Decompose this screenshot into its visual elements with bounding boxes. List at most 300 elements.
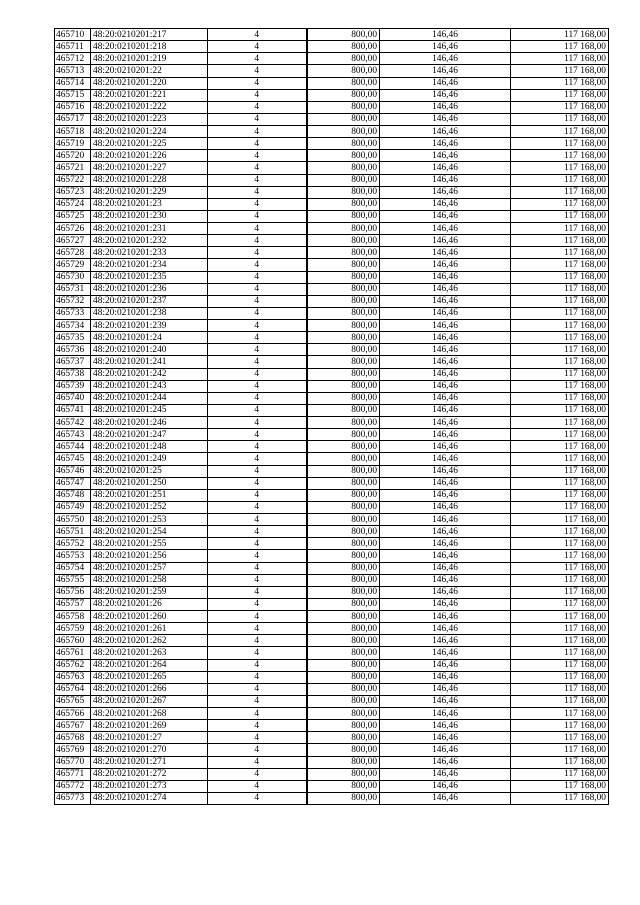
price-cell: 146,46 bbox=[380, 683, 511, 695]
sum-cell: 117 168,00 bbox=[511, 162, 609, 174]
price-cell: 146,46 bbox=[380, 65, 511, 77]
quantity-cell: 4 bbox=[208, 113, 307, 125]
cadastral-number-cell: 48:20:0210201:236 bbox=[91, 283, 208, 295]
table-row bbox=[55, 768, 609, 780]
quantity-cell: 4 bbox=[208, 780, 307, 792]
row-id-cell: 465717 bbox=[55, 113, 91, 125]
area-cell: 800,00 bbox=[307, 101, 380, 113]
area-cell: 800,00 bbox=[307, 271, 380, 283]
quantity-cell: 4 bbox=[208, 453, 307, 465]
area-cell: 800,00 bbox=[307, 356, 380, 368]
quantity-cell: 4 bbox=[208, 380, 307, 392]
area-cell: 800,00 bbox=[307, 417, 380, 429]
table-row bbox=[55, 635, 609, 647]
row-id-cell: 465740 bbox=[55, 392, 91, 404]
cadastral-number-cell: 48:20:0210201:253 bbox=[91, 514, 208, 526]
table-row bbox=[55, 695, 609, 707]
table-row bbox=[55, 283, 609, 295]
table-row bbox=[55, 623, 609, 635]
price-cell: 146,46 bbox=[380, 174, 511, 186]
cadastral-number-cell: 48:20:0210201:22 bbox=[91, 65, 208, 77]
row-id-cell: 465745 bbox=[55, 453, 91, 465]
quantity-cell: 4 bbox=[208, 489, 307, 501]
quantity-cell: 4 bbox=[208, 647, 307, 659]
cadastral-number-cell: 48:20:0210201:272 bbox=[91, 768, 208, 780]
cadastral-number-cell: 48:20:0210201:233 bbox=[91, 247, 208, 259]
price-cell: 146,46 bbox=[380, 441, 511, 453]
quantity-cell: 4 bbox=[208, 441, 307, 453]
area-cell: 800,00 bbox=[307, 792, 380, 804]
quantity-cell: 4 bbox=[208, 210, 307, 222]
quantity-cell: 4 bbox=[208, 271, 307, 283]
cadastral-number-cell: 48:20:0210201:246 bbox=[91, 417, 208, 429]
quantity-cell: 4 bbox=[208, 356, 307, 368]
sum-cell: 117 168,00 bbox=[511, 477, 609, 489]
sum-cell: 117 168,00 bbox=[511, 744, 609, 756]
area-cell: 800,00 bbox=[307, 283, 380, 295]
cadastral-number-cell: 48:20:0210201:243 bbox=[91, 380, 208, 392]
table-row bbox=[55, 126, 609, 138]
price-cell: 146,46 bbox=[380, 113, 511, 125]
area-cell: 800,00 bbox=[307, 126, 380, 138]
row-id-cell: 465766 bbox=[55, 708, 91, 720]
cadastral-number-cell: 48:20:0210201:266 bbox=[91, 683, 208, 695]
area-cell: 800,00 bbox=[307, 89, 380, 101]
area-cell: 800,00 bbox=[307, 29, 380, 41]
cadastral-number-cell: 48:20:0210201:268 bbox=[91, 708, 208, 720]
sum-cell: 117 168,00 bbox=[511, 429, 609, 441]
price-cell: 146,46 bbox=[380, 223, 511, 235]
sum-cell: 117 168,00 bbox=[511, 101, 609, 113]
table-row bbox=[55, 489, 609, 501]
quantity-cell: 4 bbox=[208, 392, 307, 404]
row-id-cell: 465755 bbox=[55, 574, 91, 586]
sum-cell: 117 168,00 bbox=[511, 210, 609, 222]
table-row bbox=[55, 404, 609, 416]
sum-cell: 117 168,00 bbox=[511, 708, 609, 720]
row-id-cell: 465754 bbox=[55, 562, 91, 574]
quantity-cell: 4 bbox=[208, 417, 307, 429]
price-cell: 146,46 bbox=[380, 283, 511, 295]
cadastral-number-cell: 48:20:0210201:249 bbox=[91, 453, 208, 465]
area-cell: 800,00 bbox=[307, 598, 380, 610]
row-id-cell: 465720 bbox=[55, 150, 91, 162]
quantity-cell: 4 bbox=[208, 29, 307, 41]
cadastral-number-cell: 48:20:0210201:237 bbox=[91, 295, 208, 307]
row-id-cell: 465738 bbox=[55, 368, 91, 380]
quantity-cell: 4 bbox=[208, 247, 307, 259]
area-cell: 800,00 bbox=[307, 247, 380, 259]
price-cell: 146,46 bbox=[380, 429, 511, 441]
price-cell: 146,46 bbox=[380, 586, 511, 598]
price-cell: 146,46 bbox=[380, 538, 511, 550]
sum-cell: 117 168,00 bbox=[511, 41, 609, 53]
area-cell: 800,00 bbox=[307, 368, 380, 380]
row-id-cell: 465753 bbox=[55, 550, 91, 562]
area-cell: 800,00 bbox=[307, 695, 380, 707]
quantity-cell: 4 bbox=[208, 671, 307, 683]
row-id-cell: 465769 bbox=[55, 744, 91, 756]
row-id-cell: 465742 bbox=[55, 417, 91, 429]
quantity-cell: 4 bbox=[208, 598, 307, 610]
table-row bbox=[55, 138, 609, 150]
cadastral-number-cell: 48:20:0210201:262 bbox=[91, 635, 208, 647]
table-body bbox=[55, 29, 609, 805]
price-cell: 146,46 bbox=[380, 259, 511, 271]
price-cell: 146,46 bbox=[380, 392, 511, 404]
quantity-cell: 4 bbox=[208, 514, 307, 526]
row-id-cell: 465759 bbox=[55, 623, 91, 635]
row-id-cell: 465715 bbox=[55, 89, 91, 101]
sum-cell: 117 168,00 bbox=[511, 647, 609, 659]
row-id-cell: 465761 bbox=[55, 647, 91, 659]
row-id-cell: 465772 bbox=[55, 780, 91, 792]
area-cell: 800,00 bbox=[307, 574, 380, 586]
cadastral-number-cell: 48:20:0210201:248 bbox=[91, 441, 208, 453]
table-row bbox=[55, 41, 609, 53]
cadastral-number-cell: 48:20:0210201:258 bbox=[91, 574, 208, 586]
row-id-cell: 465710 bbox=[55, 29, 91, 41]
area-cell: 800,00 bbox=[307, 344, 380, 356]
area-cell: 800,00 bbox=[307, 586, 380, 598]
quantity-cell: 4 bbox=[208, 295, 307, 307]
sum-cell: 117 168,00 bbox=[511, 514, 609, 526]
price-cell: 146,46 bbox=[380, 623, 511, 635]
sum-cell: 117 168,00 bbox=[511, 598, 609, 610]
cadastral-number-cell: 48:20:0210201:263 bbox=[91, 647, 208, 659]
area-cell: 800,00 bbox=[307, 392, 380, 404]
table-row bbox=[55, 210, 609, 222]
price-cell: 146,46 bbox=[380, 526, 511, 538]
area-cell: 800,00 bbox=[307, 477, 380, 489]
sum-cell: 117 168,00 bbox=[511, 586, 609, 598]
table-row bbox=[55, 344, 609, 356]
row-id-cell: 465765 bbox=[55, 695, 91, 707]
price-cell: 146,46 bbox=[380, 611, 511, 623]
sum-cell: 117 168,00 bbox=[511, 623, 609, 635]
table-row bbox=[55, 332, 609, 344]
table-row bbox=[55, 53, 609, 65]
area-cell: 800,00 bbox=[307, 756, 380, 768]
row-id-cell: 465735 bbox=[55, 332, 91, 344]
quantity-cell: 4 bbox=[208, 101, 307, 113]
sum-cell: 117 168,00 bbox=[511, 441, 609, 453]
sum-cell: 117 168,00 bbox=[511, 720, 609, 732]
row-id-cell: 465748 bbox=[55, 489, 91, 501]
cadastral-number-cell: 48:20:0210201:265 bbox=[91, 671, 208, 683]
sum-cell: 117 168,00 bbox=[511, 283, 609, 295]
quantity-cell: 4 bbox=[208, 65, 307, 77]
table-row bbox=[55, 247, 609, 259]
row-id-cell: 465758 bbox=[55, 611, 91, 623]
cadastral-number-cell: 48:20:0210201:234 bbox=[91, 259, 208, 271]
price-cell: 146,46 bbox=[380, 247, 511, 259]
table-row bbox=[55, 598, 609, 610]
price-cell: 146,46 bbox=[380, 344, 511, 356]
cadastral-number-cell: 48:20:0210201:264 bbox=[91, 659, 208, 671]
table-row bbox=[55, 526, 609, 538]
price-cell: 146,46 bbox=[380, 562, 511, 574]
area-cell: 800,00 bbox=[307, 53, 380, 65]
sum-cell: 117 168,00 bbox=[511, 247, 609, 259]
price-cell: 146,46 bbox=[380, 417, 511, 429]
price-cell: 146,46 bbox=[380, 780, 511, 792]
row-id-cell: 465724 bbox=[55, 198, 91, 210]
sum-cell: 117 168,00 bbox=[511, 344, 609, 356]
cadastral-number-cell: 48:20:0210201:235 bbox=[91, 271, 208, 283]
cadastral-number-cell: 48:20:0210201:261 bbox=[91, 623, 208, 635]
sum-cell: 117 168,00 bbox=[511, 768, 609, 780]
cadastral-number-cell: 48:20:0210201:26 bbox=[91, 598, 208, 610]
price-cell: 146,46 bbox=[380, 574, 511, 586]
row-id-cell: 465727 bbox=[55, 235, 91, 247]
price-cell: 146,46 bbox=[380, 732, 511, 744]
table-row bbox=[55, 380, 609, 392]
sum-cell: 117 168,00 bbox=[511, 417, 609, 429]
sum-cell: 117 168,00 bbox=[511, 150, 609, 162]
cadastral-number-cell: 48:20:0210201:231 bbox=[91, 223, 208, 235]
price-cell: 146,46 bbox=[380, 380, 511, 392]
table-row bbox=[55, 77, 609, 89]
area-cell: 800,00 bbox=[307, 623, 380, 635]
cadastral-number-cell: 48:20:0210201:244 bbox=[91, 392, 208, 404]
price-cell: 146,46 bbox=[380, 368, 511, 380]
area-cell: 800,00 bbox=[307, 683, 380, 695]
sum-cell: 117 168,00 bbox=[511, 223, 609, 235]
quantity-cell: 4 bbox=[208, 307, 307, 319]
cadastral-number-cell: 48:20:0210201:271 bbox=[91, 756, 208, 768]
table-row bbox=[55, 295, 609, 307]
table-row bbox=[55, 113, 609, 125]
price-cell: 146,46 bbox=[380, 647, 511, 659]
cadastral-number-cell: 48:20:0210201:270 bbox=[91, 744, 208, 756]
row-id-cell: 465737 bbox=[55, 356, 91, 368]
area-cell: 800,00 bbox=[307, 671, 380, 683]
row-id-cell: 465732 bbox=[55, 295, 91, 307]
quantity-cell: 4 bbox=[208, 320, 307, 332]
area-cell: 800,00 bbox=[307, 65, 380, 77]
table-row bbox=[55, 101, 609, 113]
price-cell: 146,46 bbox=[380, 332, 511, 344]
sum-cell: 117 168,00 bbox=[511, 404, 609, 416]
price-cell: 146,46 bbox=[380, 453, 511, 465]
table-row bbox=[55, 368, 609, 380]
table-row bbox=[55, 356, 609, 368]
cadastral-number-cell: 48:20:0210201:256 bbox=[91, 550, 208, 562]
sum-cell: 117 168,00 bbox=[511, 792, 609, 804]
quantity-cell: 4 bbox=[208, 89, 307, 101]
sum-cell: 117 168,00 bbox=[511, 489, 609, 501]
cadastral-number-cell: 48:20:0210201:217 bbox=[91, 29, 208, 41]
row-id-cell: 465734 bbox=[55, 320, 91, 332]
quantity-cell: 4 bbox=[208, 550, 307, 562]
cadastral-number-cell: 48:20:0210201:254 bbox=[91, 526, 208, 538]
table-row bbox=[55, 392, 609, 404]
table-row bbox=[55, 538, 609, 550]
cadastral-number-cell: 48:20:0210201:242 bbox=[91, 368, 208, 380]
price-cell: 146,46 bbox=[380, 671, 511, 683]
cadastral-number-cell: 48:20:0210201:219 bbox=[91, 53, 208, 65]
sum-cell: 117 168,00 bbox=[511, 732, 609, 744]
area-cell: 800,00 bbox=[307, 162, 380, 174]
row-id-cell: 465718 bbox=[55, 126, 91, 138]
area-cell: 800,00 bbox=[307, 635, 380, 647]
row-id-cell: 465773 bbox=[55, 792, 91, 804]
price-cell: 146,46 bbox=[380, 489, 511, 501]
table-row bbox=[55, 223, 609, 235]
row-id-cell: 465719 bbox=[55, 138, 91, 150]
table-row bbox=[55, 756, 609, 768]
area-cell: 800,00 bbox=[307, 659, 380, 671]
sum-cell: 117 168,00 bbox=[511, 356, 609, 368]
quantity-cell: 4 bbox=[208, 77, 307, 89]
quantity-cell: 4 bbox=[208, 223, 307, 235]
price-cell: 146,46 bbox=[380, 635, 511, 647]
area-cell: 800,00 bbox=[307, 210, 380, 222]
area-cell: 800,00 bbox=[307, 550, 380, 562]
sum-cell: 117 168,00 bbox=[511, 501, 609, 513]
cadastral-number-cell: 48:20:0210201:267 bbox=[91, 695, 208, 707]
area-cell: 800,00 bbox=[307, 259, 380, 271]
row-id-cell: 465711 bbox=[55, 41, 91, 53]
price-cell: 146,46 bbox=[380, 307, 511, 319]
cadastral-number-cell: 48:20:0210201:227 bbox=[91, 162, 208, 174]
cadastral-number-cell: 48:20:0210201:239 bbox=[91, 320, 208, 332]
table-row bbox=[55, 320, 609, 332]
quantity-cell: 4 bbox=[208, 538, 307, 550]
row-id-cell: 465744 bbox=[55, 441, 91, 453]
sum-cell: 117 168,00 bbox=[511, 392, 609, 404]
area-cell: 800,00 bbox=[307, 780, 380, 792]
row-id-cell: 465768 bbox=[55, 732, 91, 744]
cadastral-number-cell: 48:20:0210201:220 bbox=[91, 77, 208, 89]
quantity-cell: 4 bbox=[208, 574, 307, 586]
sum-cell: 117 168,00 bbox=[511, 526, 609, 538]
table-row bbox=[55, 720, 609, 732]
table-row bbox=[55, 259, 609, 271]
area-cell: 800,00 bbox=[307, 744, 380, 756]
quantity-cell: 4 bbox=[208, 174, 307, 186]
price-cell: 146,46 bbox=[380, 756, 511, 768]
row-id-cell: 465721 bbox=[55, 162, 91, 174]
cadastral-number-cell: 48:20:0210201:259 bbox=[91, 586, 208, 598]
quantity-cell: 4 bbox=[208, 332, 307, 344]
table-row bbox=[55, 501, 609, 513]
data-table bbox=[54, 28, 609, 805]
sum-cell: 117 168,00 bbox=[511, 380, 609, 392]
area-cell: 800,00 bbox=[307, 489, 380, 501]
row-id-cell: 465733 bbox=[55, 307, 91, 319]
quantity-cell: 4 bbox=[208, 41, 307, 53]
sum-cell: 117 168,00 bbox=[511, 780, 609, 792]
sum-cell: 117 168,00 bbox=[511, 320, 609, 332]
price-cell: 146,46 bbox=[380, 210, 511, 222]
quantity-cell: 4 bbox=[208, 465, 307, 477]
cadastral-number-cell: 48:20:0210201:240 bbox=[91, 344, 208, 356]
table-row bbox=[55, 683, 609, 695]
row-id-cell: 465725 bbox=[55, 210, 91, 222]
cadastral-number-cell: 48:20:0210201:238 bbox=[91, 307, 208, 319]
quantity-cell: 4 bbox=[208, 162, 307, 174]
row-id-cell: 465731 bbox=[55, 283, 91, 295]
table-row bbox=[55, 659, 609, 671]
sum-cell: 117 168,00 bbox=[511, 550, 609, 562]
cadastral-number-cell: 48:20:0210201:228 bbox=[91, 174, 208, 186]
row-id-cell: 465722 bbox=[55, 174, 91, 186]
price-cell: 146,46 bbox=[380, 29, 511, 41]
quantity-cell: 4 bbox=[208, 792, 307, 804]
table-row bbox=[55, 477, 609, 489]
quantity-cell: 4 bbox=[208, 695, 307, 707]
area-cell: 800,00 bbox=[307, 295, 380, 307]
sum-cell: 117 168,00 bbox=[511, 186, 609, 198]
sum-cell: 117 168,00 bbox=[511, 671, 609, 683]
area-cell: 800,00 bbox=[307, 113, 380, 125]
row-id-cell: 465747 bbox=[55, 477, 91, 489]
price-cell: 146,46 bbox=[380, 89, 511, 101]
area-cell: 800,00 bbox=[307, 429, 380, 441]
quantity-cell: 4 bbox=[208, 53, 307, 65]
row-id-cell: 465764 bbox=[55, 683, 91, 695]
price-cell: 146,46 bbox=[380, 659, 511, 671]
cadastral-number-cell: 48:20:0210201:247 bbox=[91, 429, 208, 441]
quantity-cell: 4 bbox=[208, 126, 307, 138]
sum-cell: 117 168,00 bbox=[511, 198, 609, 210]
row-id-cell: 465716 bbox=[55, 101, 91, 113]
price-cell: 146,46 bbox=[380, 550, 511, 562]
table-row bbox=[55, 792, 609, 804]
quantity-cell: 4 bbox=[208, 708, 307, 720]
sum-cell: 117 168,00 bbox=[511, 659, 609, 671]
table-row bbox=[55, 453, 609, 465]
price-cell: 146,46 bbox=[380, 53, 511, 65]
table-row bbox=[55, 162, 609, 174]
quantity-cell: 4 bbox=[208, 404, 307, 416]
area-cell: 800,00 bbox=[307, 186, 380, 198]
area-cell: 800,00 bbox=[307, 320, 380, 332]
sum-cell: 117 168,00 bbox=[511, 368, 609, 380]
area-cell: 800,00 bbox=[307, 332, 380, 344]
price-cell: 146,46 bbox=[380, 41, 511, 53]
area-cell: 800,00 bbox=[307, 647, 380, 659]
cadastral-number-cell: 48:20:0210201:230 bbox=[91, 210, 208, 222]
table-row bbox=[55, 65, 609, 77]
quantity-cell: 4 bbox=[208, 623, 307, 635]
price-cell: 146,46 bbox=[380, 744, 511, 756]
cadastral-number-cell: 48:20:0210201:251 bbox=[91, 489, 208, 501]
quantity-cell: 4 bbox=[208, 368, 307, 380]
quantity-cell: 4 bbox=[208, 683, 307, 695]
sum-cell: 117 168,00 bbox=[511, 695, 609, 707]
cadastral-number-cell: 48:20:0210201:221 bbox=[91, 89, 208, 101]
area-cell: 800,00 bbox=[307, 404, 380, 416]
sum-cell: 117 168,00 bbox=[511, 29, 609, 41]
quantity-cell: 4 bbox=[208, 283, 307, 295]
quantity-cell: 4 bbox=[208, 611, 307, 623]
table-row bbox=[55, 744, 609, 756]
sum-cell: 117 168,00 bbox=[511, 635, 609, 647]
area-cell: 800,00 bbox=[307, 150, 380, 162]
area-cell: 800,00 bbox=[307, 198, 380, 210]
cadastral-number-cell: 48:20:0210201:23 bbox=[91, 198, 208, 210]
sum-cell: 117 168,00 bbox=[511, 465, 609, 477]
table-row bbox=[55, 29, 609, 41]
area-cell: 800,00 bbox=[307, 514, 380, 526]
area-cell: 800,00 bbox=[307, 441, 380, 453]
quantity-cell: 4 bbox=[208, 744, 307, 756]
price-cell: 146,46 bbox=[380, 708, 511, 720]
table-row bbox=[55, 150, 609, 162]
